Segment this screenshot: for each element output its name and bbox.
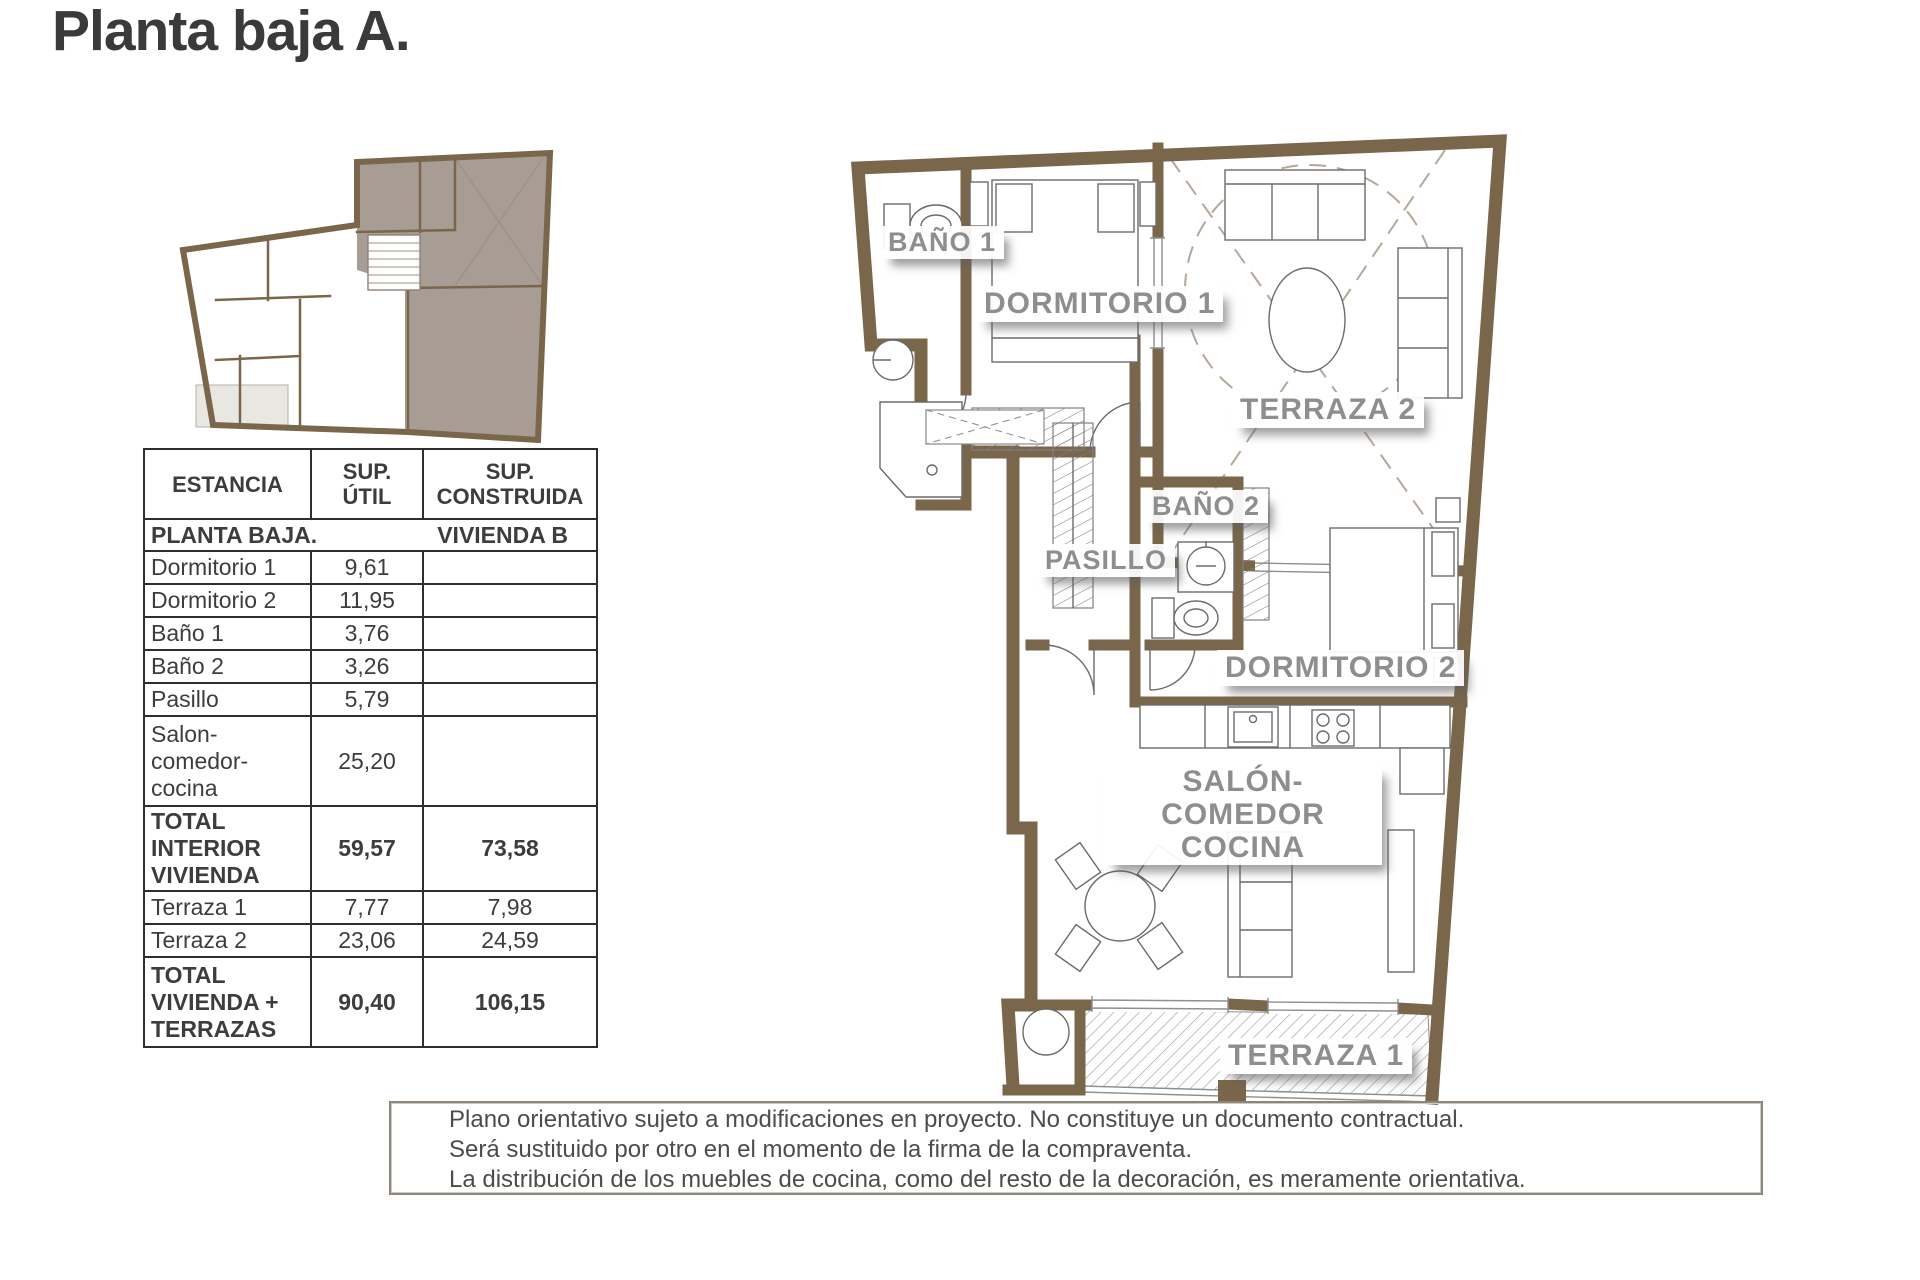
subheader-planta: PLANTA BAJA. bbox=[151, 521, 318, 548]
page-title: Planta baja A. bbox=[52, 0, 410, 63]
table-row: Salon-comedor-cocina 25,20 bbox=[144, 716, 597, 806]
dining-table-icon bbox=[1085, 871, 1155, 941]
utility-round-icon bbox=[1023, 1009, 1069, 1055]
room-label-salon-cocina bbox=[1104, 764, 1382, 865]
table-row: Terraza 2 23,06 24,59 bbox=[144, 924, 597, 957]
light-shaft bbox=[926, 410, 1044, 444]
key-plan-stairs bbox=[368, 235, 420, 290]
table-row: Pasillo 5,79 bbox=[144, 683, 597, 716]
room-label-dormitorio1: DORMITORIO 1 bbox=[976, 286, 1223, 322]
table-row: Terraza 1 7,77 7,98 bbox=[144, 891, 597, 924]
room-label-pasillo: PASILLO bbox=[1037, 544, 1175, 577]
room-label-dormitorio2: DORMITORIO 2 bbox=[1217, 650, 1464, 686]
table-row-total-interior: TOTAL INTERIOR VIVIENDA 59,57 73,58 bbox=[144, 806, 597, 891]
col-header-sup-util: SUP. ÚTIL bbox=[311, 449, 423, 519]
disclaimer-line: Plano orientativo sujeto a modificaciones en proyecto. No constituye un documento contractual. bbox=[449, 1106, 1465, 1133]
col-header-sup-construida: SUP. CONSTRUIDA bbox=[423, 449, 597, 519]
table-icon bbox=[1269, 268, 1345, 372]
table-subheader-row bbox=[144, 519, 597, 551]
kitchen-counter-icon bbox=[1140, 705, 1450, 748]
disclaimer-box bbox=[389, 1101, 1763, 1195]
nightstand-icon bbox=[1140, 182, 1156, 226]
room-label-bano1: BAÑO 1 bbox=[880, 226, 1004, 259]
sideboard-icon bbox=[1388, 830, 1414, 972]
room-label-terraza1: TERRAZA 1 bbox=[1220, 1038, 1412, 1074]
toilet-icon bbox=[1152, 598, 1174, 638]
table-row-total-vivienda: TOTAL VIVIENDA + TERRAZAS 90,40 106,15 bbox=[144, 957, 597, 1047]
room-label-terraza2: TERRAZA 2 bbox=[1232, 392, 1424, 428]
subheader-vivienda: VIVIENDA B bbox=[437, 521, 568, 548]
nightstand-icon bbox=[970, 182, 988, 226]
table-header-row bbox=[144, 449, 597, 519]
sofa-icon bbox=[1225, 170, 1365, 240]
cocina-line: COCINA bbox=[1180, 831, 1306, 864]
nightstand-icon bbox=[1436, 498, 1460, 522]
table-row: Baño 1 3,76 bbox=[144, 617, 597, 650]
disclaimer-line: La distribución de los muebles de cocina, como del resto de la decoración, es meramente orientativa. bbox=[449, 1166, 1526, 1193]
sofa-icon bbox=[1398, 248, 1462, 398]
room-label-bano2: BAÑO 2 bbox=[1144, 490, 1268, 523]
key-plan bbox=[183, 153, 550, 440]
areas-table bbox=[143, 448, 598, 1048]
sink-icon bbox=[1228, 707, 1278, 747]
salon-line: SALÓN-COMEDOR bbox=[1161, 765, 1325, 831]
table-row: Dormitorio 1 9,61 bbox=[144, 551, 597, 584]
table-row: Dormitorio 2 11,95 bbox=[144, 584, 597, 617]
pasillo-closet bbox=[1053, 423, 1093, 608]
col-header-estancia: ESTANCIA bbox=[144, 449, 311, 519]
disclaimer-line: Será sustituido por otro en el momento de la firma de la compraventa. bbox=[449, 1136, 1193, 1163]
table-row: Baño 2 3,26 bbox=[144, 650, 597, 683]
fridge-icon bbox=[1400, 748, 1444, 794]
